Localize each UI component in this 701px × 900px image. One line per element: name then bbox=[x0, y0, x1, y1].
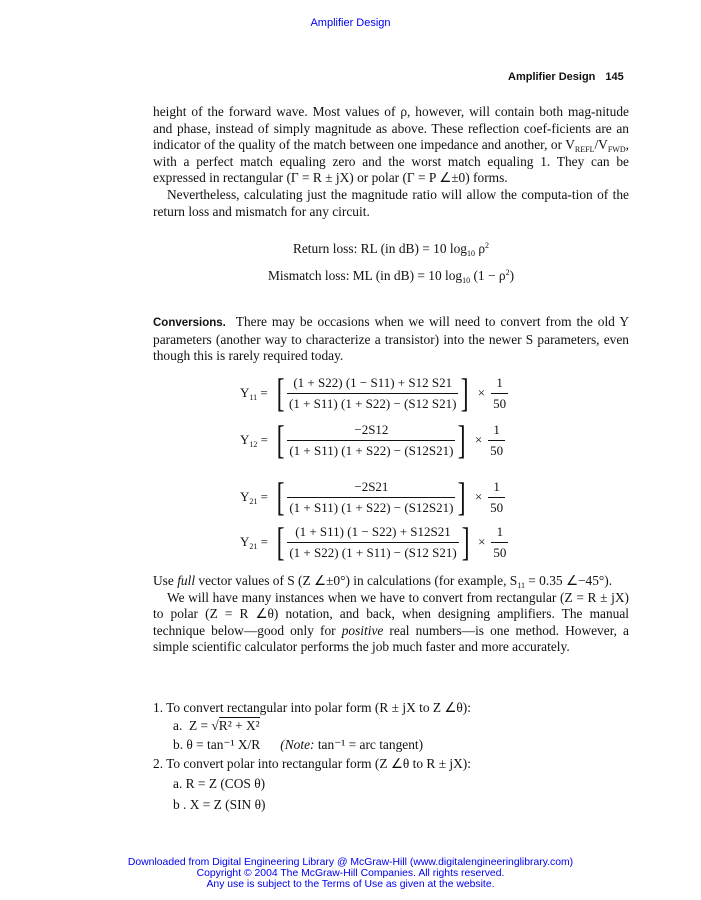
document-top-title: Amplifier Design bbox=[310, 17, 391, 29]
conversions-runin-head: Conversions. bbox=[153, 317, 226, 329]
equation-lhs: $Y_{21}$ = bbox=[240, 489, 268, 506]
footer-copyright-line: Copyright © 2004 The McGraw-Hill Companies. All rights reserved. bbox=[196, 868, 505, 879]
page-number: 145 bbox=[605, 71, 624, 83]
equation-y22 bbox=[240, 519, 508, 564]
running-header bbox=[508, 71, 624, 83]
equation-y12 bbox=[240, 417, 505, 462]
list-subitem: b . X = Z (SIN θ) bbox=[173, 797, 266, 812]
list-item: 2. To convert polar into rectangular form (Z ∠θ to R ± jX): bbox=[153, 756, 471, 771]
equation-fraction: $\frac{-2S12}{(1 + S11) (1 + S22) - (S12S21)}$ bbox=[289, 421, 454, 458]
scale-fraction: $\frac{1}{50}$ bbox=[490, 421, 504, 458]
left-bracket: [ bbox=[276, 519, 285, 564]
paragraph-magnitude: Nevertheless, calculating just the magnitude ratio will allow the computa-tion of the return loss and mismatch for any circuit. bbox=[153, 186, 629, 219]
left-bracket: [ bbox=[276, 474, 285, 519]
equation-fraction: $\frac{(1 + S22) (1 - S11) + S12 S21}{(1 + S11) (1 + S22) - (S12 S21)}$ bbox=[289, 374, 457, 411]
equation-mismatch-loss: Mismatch loss: ML (in dB) = 10 $\log_{10} (1 - \rho^2)$ bbox=[267, 268, 515, 285]
right-bracket: ] bbox=[458, 474, 467, 519]
times-sign: × bbox=[477, 385, 486, 400]
equation-lhs: $Y_{12}$ = bbox=[240, 432, 268, 449]
right-bracket: ] bbox=[458, 417, 467, 462]
equation-lhs: $Y_{11}$ = bbox=[240, 385, 268, 402]
equation-return-loss: Return loss: RL (in dB) = 10 $\log_{10} \rho^2$ bbox=[292, 241, 490, 258]
equation-fraction: $\frac{(1 + S11) (1 - S22) + S12S21}{(1 + S22) (1 + S11) - (S12 S21)}$ bbox=[289, 523, 457, 560]
scale-fraction: $\frac{1}{50}$ bbox=[493, 374, 507, 411]
list-item: 1. To convert rectangular into polar form (R ± jX to Z ∠θ): bbox=[153, 700, 471, 715]
equation-y11 bbox=[240, 370, 508, 415]
paragraph-rect-polar: We will have many instances when we have to convert from rectangular (Z = R ± jX) to polar (Z = R ∠θ) notation, and back, when designing amplifiers. The manual technique below—good only for positive real numbers—is one method. However, a simple scientific calculator performs the job much faster and more accurately. bbox=[153, 589, 629, 655]
times-sign: × bbox=[474, 432, 483, 447]
footer-terms-link[interactable]: Any use is subject to the Terms of Use as given at the website. bbox=[206, 879, 495, 890]
right-bracket: ] bbox=[461, 370, 470, 415]
times-sign: × bbox=[478, 534, 486, 549]
footer-copyright bbox=[0, 857, 701, 890]
list-subitem: a. R = Z (COS θ) bbox=[173, 776, 266, 791]
left-bracket: [ bbox=[276, 417, 285, 462]
paragraph-reflection: height of the forward wave. Most values of ρ, however, will contain both mag-nitude and phase, instead of simply magnitude as above. These reflection coef-ficients are an indicator of the quality of the match between one impedance and another, or $V_{REFL}/V_{FWD}$, with a perfect match equaling zero and the worst match equaling 1. They can be expressed in rectangular (Γ = R ± jX) or polar (Γ = P ∠±0) forms. Nevertheless, calculating just the magnitude ratio will allow the computa-tion of the return loss and mismatch for any circuit. bbox=[153, 104, 629, 219]
equation-y21 bbox=[240, 474, 505, 519]
paragraph-full-vector: Use full vector values of S (Z ∠±0°) in calculations (for example, $S_{11} = 0.35$ ∠−45°). We will have many instances when we have to convert from rectangular (Z = R ± jX) to polar (Z = R ∠θ) notation, and back, when designing amplifiers. The manual technique below—good only for positive real numbers—is one method. However, a simple scientific calculator performs the job much faster and more accurately. bbox=[153, 573, 629, 655]
right-bracket: ] bbox=[461, 519, 470, 564]
footer-download-link[interactable]: Downloaded from Digital Engineering Library @ McGraw-Hill (www.digitalengineeringlibrary.com) bbox=[127, 857, 574, 868]
running-title: Amplifier Design bbox=[508, 71, 596, 83]
scale-fraction: $\frac{1}{50}$ bbox=[493, 523, 507, 560]
left-bracket: [ bbox=[276, 370, 285, 415]
list-subitem: a. Z = √R² + X² bbox=[173, 718, 260, 733]
equation-fraction: $\frac{-2S21}{(1 + S11) (1 + S22) - (S12S21)}$ bbox=[289, 478, 454, 515]
scale-fraction: $\frac{1}{50}$ bbox=[490, 478, 504, 515]
paragraph-conversions: Conversions. There may be occasions when we will need to convert from the old Y parameters (another way to characterize a transistor) into the newer S parameters, even though this is rarely required today. bbox=[153, 314, 629, 364]
equation-lhs: $Y_{21}$ = bbox=[240, 534, 268, 551]
times-sign: × bbox=[474, 489, 483, 504]
list-subitem: b. θ = tan⁻¹ X/R (Note: tan⁻¹ = arc tangent) bbox=[173, 737, 424, 752]
